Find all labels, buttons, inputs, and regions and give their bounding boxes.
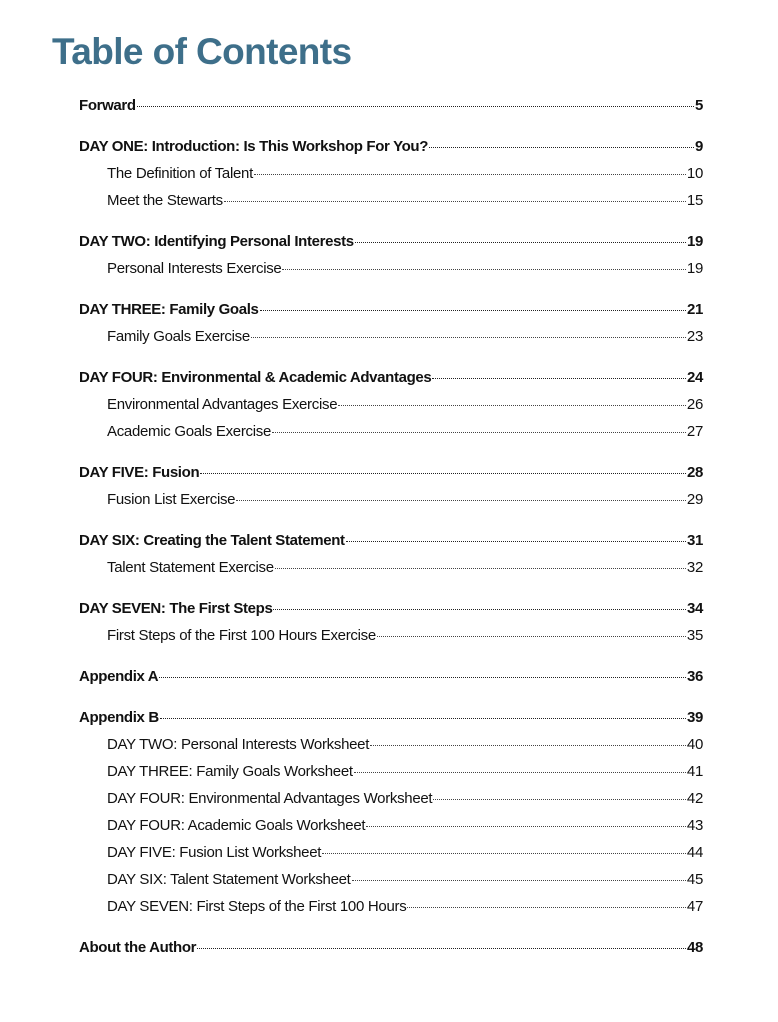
page-number: 5 [695,97,703,114]
dot-leader [224,201,686,202]
toc-entry-talent-statement-exercise[interactable] [79,554,703,581]
dot-leader [197,948,686,949]
toc-entry-the-definition-of-talent[interactable] [79,160,703,187]
dot-leader [338,405,686,406]
toc-entry-day-seven-first-steps-of-the-first-100-hours[interactable] [79,893,703,920]
page-number: 21 [687,301,703,318]
toc-entry-day-three-family-goals-worksheet[interactable] [79,758,703,785]
toc-subentry-label: Fusion List Exercise [107,491,236,508]
toc-section-label: Appendix A [79,668,159,685]
toc-subentry-label: Academic Goals Exercise [107,423,271,440]
page-number: 19 [687,233,703,250]
toc-section-label: DAY TWO: Identifying Personal Interests [79,233,354,250]
toc-entry-day-seven-the-first-steps[interactable] [79,595,703,622]
toc-entry-academic-goals-exercise[interactable] [79,418,703,445]
dot-leader [272,432,686,433]
page-number: 40 [686,736,703,753]
dot-leader [251,337,686,338]
page-number: 41 [686,763,703,780]
dot-leader [273,609,686,610]
page-number: 45 [686,871,703,888]
page-number: 15 [686,192,703,209]
toc-subentry-label: DAY SIX: Talent Statement Worksheet [107,871,351,888]
toc-subentry-label: Family Goals Exercise [107,328,250,345]
toc-section-label: DAY THREE: Family Goals [79,301,259,318]
toc-list [79,92,703,961]
toc-entry-first-steps-of-the-first-100-hours-exercise[interactable] [79,622,703,649]
toc-entry-about-the-author[interactable] [79,934,703,961]
page-number: 48 [687,939,703,956]
dot-leader [236,500,686,501]
toc-section-label: DAY SIX: Creating the Talent Statement [79,532,345,549]
toc-entry-appendix-b[interactable] [79,704,703,731]
toc-section-label: DAY FIVE: Fusion [79,464,200,481]
dot-leader [282,269,685,270]
toc-entry-appendix-a[interactable] [79,663,703,690]
toc-section-label: DAY SEVEN: The First Steps [79,600,273,617]
toc-subentry-label: Talent Statement Exercise [107,559,274,576]
toc-subentry-label: DAY FOUR: Environmental Advantages Worksheet [107,790,433,807]
page-number: 27 [686,423,703,440]
dot-leader [159,677,686,678]
toc-subentry-label: Meet the Stewarts [107,192,223,209]
dot-leader [160,718,686,719]
toc-entry-forward[interactable] [79,92,703,119]
page-number: 42 [686,790,703,807]
dot-leader [352,880,686,881]
toc-subentry-label: First Steps of the First 100 Hours Exercise [107,627,376,644]
page-number: 35 [686,627,703,644]
toc-entry-day-two-personal-interests-worksheet[interactable] [79,731,703,758]
toc-subentry-label: Personal Interests Exercise [107,260,282,277]
toc-entry-day-three-family-goals[interactable] [79,296,703,323]
dot-leader [433,799,686,800]
toc-entry-day-five-fusion[interactable] [79,459,703,486]
toc-entry-family-goals-exercise[interactable] [79,323,703,350]
toc-entry-meet-the-stewarts[interactable] [79,187,703,214]
page-number: 28 [687,464,703,481]
toc-entry-day-four-environmental-and-academic-advantages[interactable] [79,364,703,391]
toc-entry-day-five-fusion-list-worksheet[interactable] [79,839,703,866]
toc-subentry-label: Environmental Advantages Exercise [107,396,338,413]
dot-leader [355,242,686,243]
page-number: 23 [686,328,703,345]
dot-leader [200,473,686,474]
dot-leader [260,310,686,311]
page-number: 47 [686,898,703,915]
page-number: 43 [686,817,703,834]
page-title: Table of Contents [52,31,352,72]
toc-entry-personal-interests-exercise[interactable] [79,255,703,282]
page-number: 31 [687,532,703,549]
page-number: 36 [687,668,703,685]
page-number: 32 [686,559,703,576]
toc-section-label: DAY FOUR: Environmental & Academic Advantages [79,369,432,386]
toc-entry-day-four-academic-goals-worksheet[interactable] [79,812,703,839]
toc-section-label: About the Author [79,939,197,956]
dot-leader [366,826,686,827]
toc-entry-day-six-talent-statement-worksheet[interactable] [79,866,703,893]
dot-leader [137,106,694,107]
toc-entry-day-six-creating-the-talent-statement[interactable] [79,527,703,554]
dot-leader [322,853,686,854]
dot-leader [275,568,686,569]
page-number: 39 [687,709,703,726]
toc-entry-environmental-advantages-exercise[interactable] [79,391,703,418]
toc-subentry-label: DAY FIVE: Fusion List Worksheet [107,844,322,861]
dot-leader [407,907,686,908]
dot-leader [370,745,686,746]
dot-leader [346,541,686,542]
page-number: 24 [687,369,703,386]
toc-subentry-label: DAY FOUR: Academic Goals Worksheet [107,817,366,834]
page-number: 9 [695,138,703,155]
toc-entry-day-one-introduction-is-this-workshop-for-you[interactable] [79,133,703,160]
dot-leader [432,378,686,379]
toc-subentry-label: The Definition of Talent [107,165,253,182]
dot-leader [354,772,686,773]
toc-section-label: Forward [79,97,136,114]
dot-leader [377,636,686,637]
toc-entry-fusion-list-exercise[interactable] [79,486,703,513]
toc-section-label: DAY ONE: Introduction: Is This Workshop For You? [79,138,429,155]
toc-entry-day-two-identifying-personal-interests[interactable] [79,228,703,255]
toc-section-label: Appendix B [79,709,159,726]
page-number: 34 [687,600,703,617]
toc-subentry-label: DAY SEVEN: First Steps of the First 100 Hours [107,898,407,915]
dot-leader [254,174,686,175]
page-number: 29 [686,491,703,508]
toc-subentry-label: DAY TWO: Personal Interests Worksheet [107,736,370,753]
page-number: 19 [686,260,703,277]
page-number: 10 [686,165,703,182]
page-number: 26 [686,396,703,413]
toc-subentry-label: DAY THREE: Family Goals Worksheet [107,763,353,780]
page-number: 44 [686,844,703,861]
dot-leader [429,147,694,148]
toc-entry-day-four-environmental-advantages-worksheet[interactable] [79,785,703,812]
